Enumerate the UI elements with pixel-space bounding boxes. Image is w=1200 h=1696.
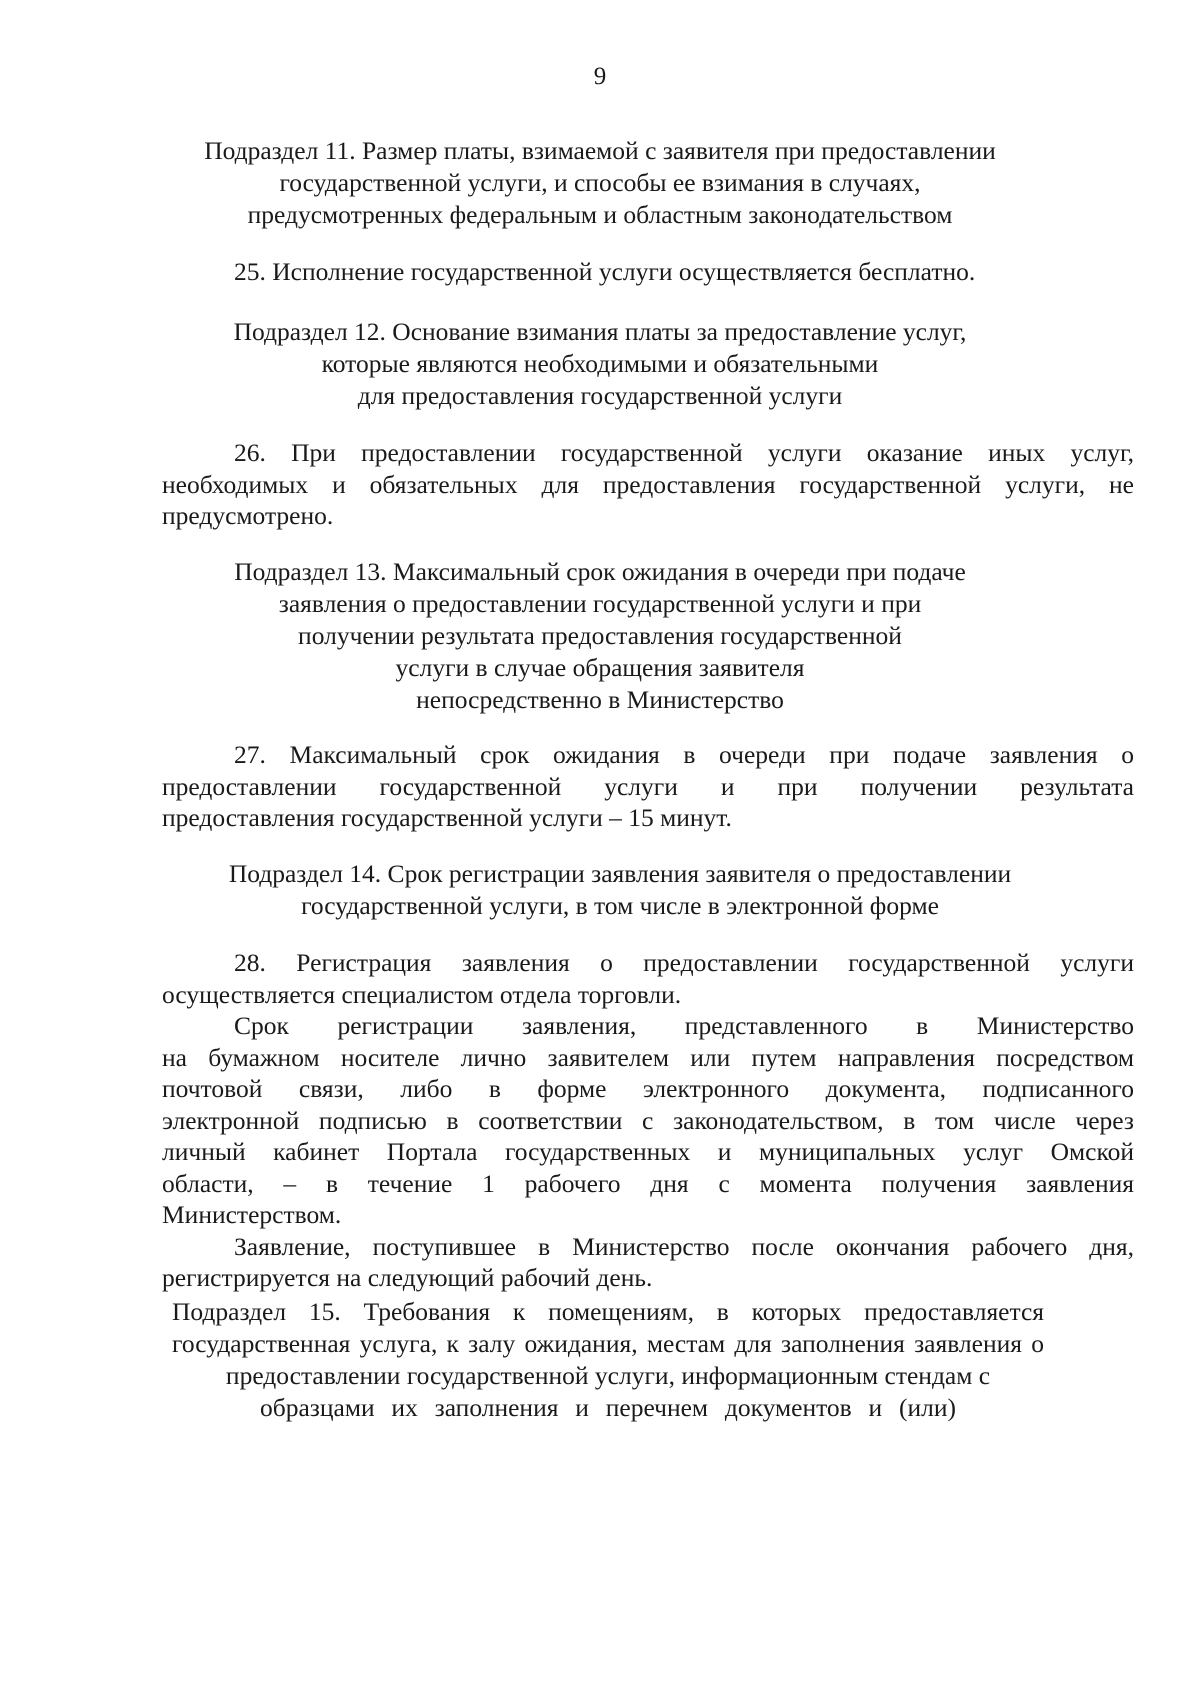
subsection-12-heading (150, 316, 1050, 412)
paragraph-27 (162, 739, 1134, 834)
heading-line: заявления о предоставлении государственной услуги и при (278, 589, 922, 618)
paragraph-line: 28. Регистрация заявления о предоставлении государственной услуги (234, 948, 1134, 977)
paragraph-line: предоставления государственной услуги – 15 минут. (162, 803, 732, 832)
paragraph-line: осуществляется специалистом отдела торговли. (162, 979, 682, 1009)
paragraph-line: области, – в течение 1 рабочего дня с момента получения заявления (162, 1168, 1134, 1198)
heading-line: образцами их заполнения и перечнем документов и (или) (260, 1393, 956, 1422)
heading-line: которые являются необходимыми и обязательными (321, 349, 879, 378)
heading-line: предоставлении государственной услуги, информационным стендам с (225, 1361, 991, 1390)
paragraph-28 (162, 947, 1134, 1294)
heading-line: Подраздел 15. Требования к помещениям, в которых предоставляется (172, 1297, 1044, 1326)
paragraph-line: предоставлении государственной услуги и при получении результата (162, 771, 1134, 801)
subsection-14-heading (170, 858, 1070, 922)
subsection-13-heading (150, 556, 1050, 716)
heading-line: для предоставления государственной услуги (357, 381, 843, 410)
paragraph-line: почтовой связи, либо в форме электронного документа, подписанного (162, 1074, 1134, 1103)
paragraph-26 (162, 437, 1134, 532)
heading-line: получении результата предоставления государственной (298, 621, 902, 650)
paragraph-line: регистрируется на следующий рабочий день. (162, 1263, 653, 1292)
paragraph-line: необходимых и обязательных для предоставления государственной услуги, не (162, 469, 1134, 499)
heading-line: Подраздел 14. Срок регистрации заявления заявителя о предоставлении (228, 859, 1012, 888)
subsection-15-heading (172, 1296, 1044, 1424)
heading-line: услуги в случае обращения заявителя (395, 653, 805, 682)
heading-line: государственной услуги, в том числе в электронной форме (301, 891, 939, 920)
paragraph-line: 27. Максимальный срок ожидания в очереди при подаче заявления о (234, 740, 1134, 769)
heading-line: Подраздел 12. Основание взимания платы за предоставление услуг, (233, 317, 967, 346)
paragraph-line: Министерством. (162, 1200, 342, 1229)
heading-line: государственная услуга, к залу ожидания, местам для заполнения заявления о (172, 1329, 1044, 1358)
heading-line: непосредственно в Министерство (416, 685, 784, 714)
paragraph-line: Заявление, поступившее в Министерство после окончания рабочего дня, (234, 1231, 1134, 1261)
heading-line: государственной услуги, и способы ее взимания в случаях, (279, 168, 921, 197)
page-number: 9 (593, 63, 607, 90)
heading-line: Подраздел 13. Максимальный срок ожидания в очереди при подаче (234, 557, 966, 586)
paragraph-line: электронной подписью в соответствии с законодательством, в том числе через (162, 1105, 1134, 1135)
paragraph-line: Срок регистрации заявления, представленного в Министерство (234, 1011, 1134, 1040)
paragraph-line: 26. При предоставлении государственной услуги оказание иных услуг, (234, 438, 1134, 467)
heading-line: предусмотренных федеральным и областным законодательством (247, 200, 953, 229)
paragraph-line: личный кабинет Портала государственных и муниципальных услуг Омской (162, 1137, 1134, 1166)
paragraph-line: предусмотрено. (162, 501, 334, 530)
paragraph-line: на бумажном носителе лично заявителем или путем направления посредством (162, 1042, 1134, 1072)
heading-line: Подраздел 11. Размер платы, взимаемой с заявителя при предоставлении (204, 136, 996, 165)
paragraph-25: 25. Исполнение государственной услуги осуществляется бесплатно. (234, 257, 976, 286)
subsection-11-heading (150, 135, 1050, 231)
